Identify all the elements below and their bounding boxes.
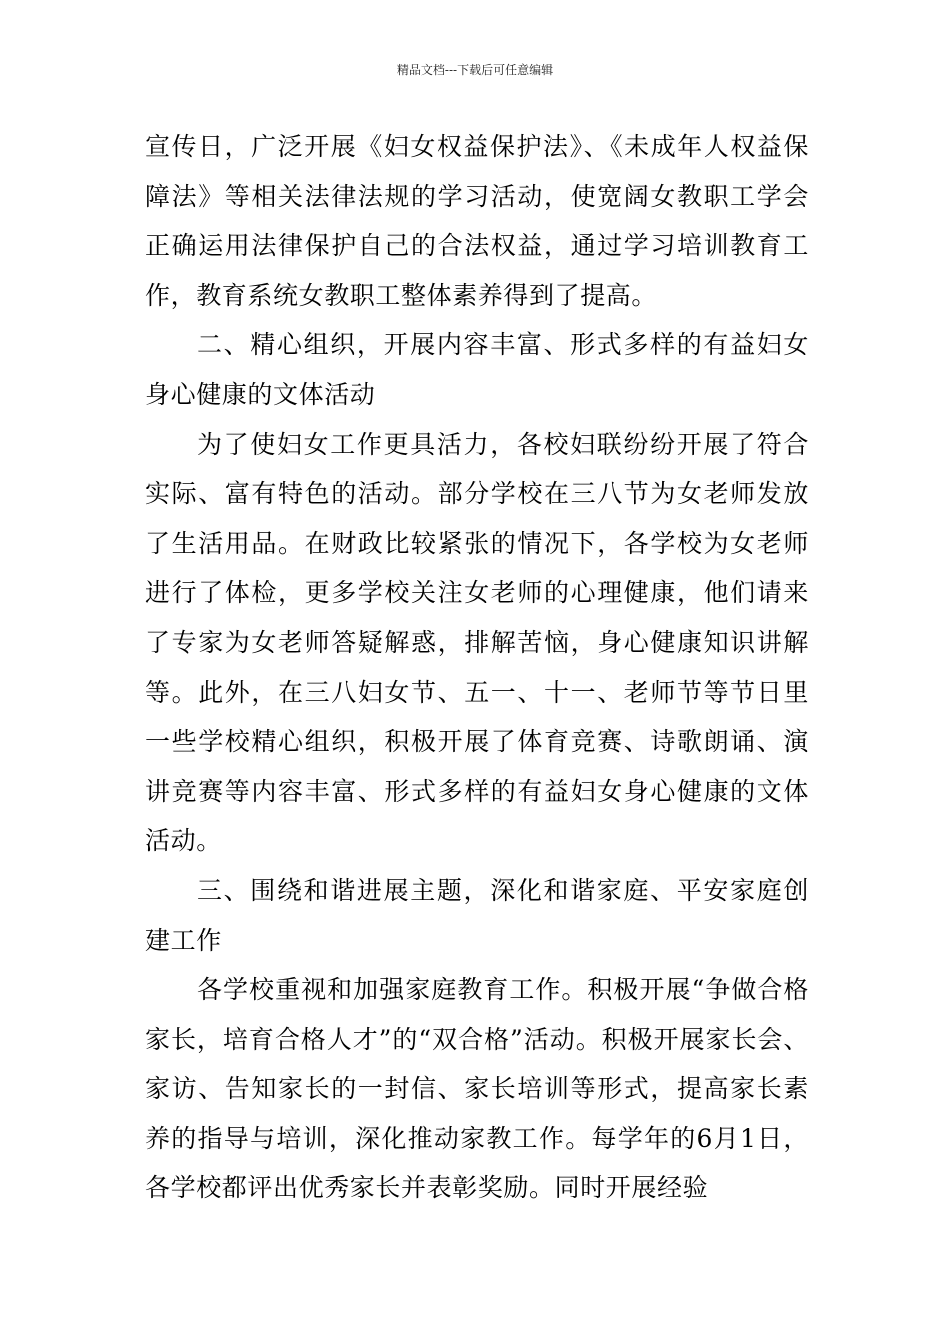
- paragraph-family-education: 各学校重视和加强家庭教育工作。积极开展“争做合格家长，培育合格人才”的“双合格”活动。积极开展家长会、家访、告知家长的一封信、家长培训等形式，提高家长素养的指导与培训，深化推动家教工作。每学年的6月1日，各学校都评出优秀家长并表彰奖励。同时开展经验: [145, 975, 809, 1203]
- document-body: [145, 122, 809, 1213]
- section-heading-3: 三、围绕和谐进展主题，深化和谐家庭、平安家庭创建工作: [145, 875, 809, 955]
- paragraph-activities: 为了使妇女工作更具活力，各校妇联纷纷开展了符合实际、富有特色的活动。部分学校在三八节为女老师发放了生活用品。在财政比较紧张的情况下，各学校为女老师进行了体检，更多学校关注女老师的心理健康，他们请来了专家为女老师答疑解惑，排解苦恼，身心健康知识讲解等。此外，在三八妇女节、五一、十一、老师节等节日里一些学校精心组织，积极开展了体育竞赛、诗歌朗诵、演讲竞赛等内容丰富、形式多样的有益妇女身心健康的文体活动。: [145, 429, 809, 856]
- page-header: 精品文档---下载后可任意编辑: [396, 63, 554, 77]
- section-heading-2: 二、精心组织，开展内容丰富、形式多样的有益妇女身心健康的文体活动: [145, 330, 809, 409]
- paragraph-continuation: 宣传日，广泛开展《妇女权益保护法》、《未成年人权益保障法》等相关法律法规的学习活动，使宽阔女教职工学会正确运用法律保护自己的合法权益，通过学习培训教育工作，教育系统女教职工整体素养得到了提高。: [145, 132, 809, 310]
